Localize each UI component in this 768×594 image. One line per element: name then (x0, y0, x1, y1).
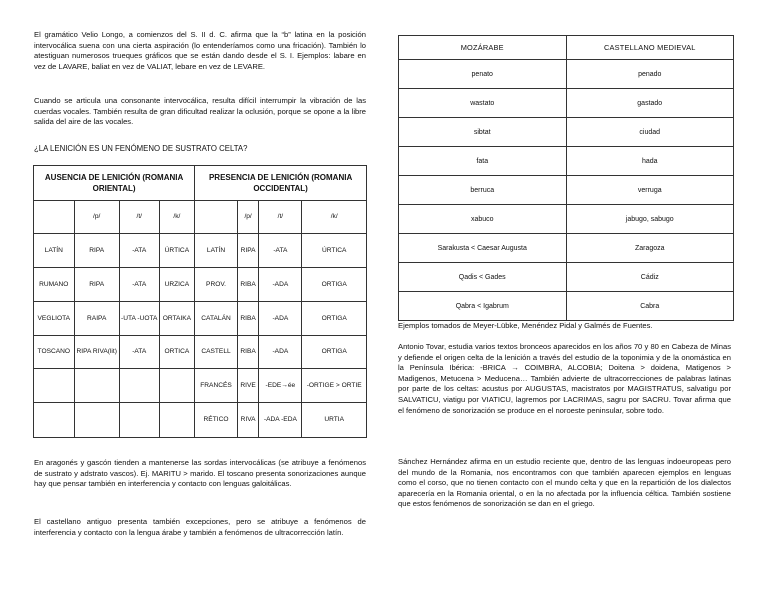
table-cell: ÚRTICA (159, 234, 195, 268)
subheader-p: /p/ (74, 201, 119, 234)
lenition-table (33, 165, 367, 438)
table-cell: RUMANO (34, 268, 75, 302)
table-cell: -ADA (259, 336, 302, 369)
table-cell: ORTAIKA (159, 302, 195, 336)
table-cell: FRANCÉS (195, 369, 238, 403)
table-cell: hada (566, 147, 734, 176)
table-cell: RIPA RIVA(lit) (74, 336, 119, 369)
table-cell (159, 403, 195, 438)
table-cell: RIPA (237, 234, 259, 268)
table-cell: Sarakusta < Caesar Augusta (399, 234, 567, 263)
table-cell (74, 403, 119, 438)
table-row (34, 369, 367, 403)
table-cell: -ATA (119, 336, 159, 369)
table-cell (34, 403, 75, 438)
table-row (399, 89, 734, 118)
table-row (34, 268, 367, 302)
subheader-empty (34, 201, 75, 234)
table-row (399, 60, 734, 89)
table-row (34, 302, 367, 336)
table-cell: penato (399, 60, 567, 89)
subheader-empty (195, 201, 238, 234)
table-cell (74, 369, 119, 403)
table-cell: RIBA (237, 302, 259, 336)
header-west: PRESENCIA DE LENICIÓN (ROMANIA OCCIDENTAL) (195, 166, 367, 201)
table-row (34, 403, 367, 438)
table-cell: CASTELL (195, 336, 238, 369)
paragraph-tovar: Antonio Tovar, estudia varios textos bronceos aparecidos en los años 70 y 80 en Cabeza de Minas y defiende el origen celta de la lenición a través del estudio de la toponimia y de la onomástica en la Península Ibérica: -BRICA → COIMBRA, ALCOBIA; Doitena > doidena, Matigenos > Madigenos, Metucena > Meducena… También advierte de ultracorrecciones de palabras latinas por parte de los celtas: acustus por AUGUSTAS, macistratos por MAGISTRATUS, salvatigu por SALVATICU, viatigu por VIATICU, lagremos por LACRIMAS, sagru por SACRU. Tovar afirma que el fenómeno de sonorización se produce en el noroeste peninsular, sobre todo. (398, 342, 731, 415)
table-row (399, 118, 734, 147)
table-cell: RIPA (74, 268, 119, 302)
table-cell: VEGLIOTA (34, 302, 75, 336)
table-cell: fata (399, 147, 567, 176)
table-cell: LATÍN (195, 234, 238, 268)
table-cell: -ORTIGE > ORTIE (302, 369, 367, 403)
table-cell: -ATA (259, 234, 302, 268)
subheader-t: /t/ (119, 201, 159, 234)
paragraph-castellano: El castellano antiguo presenta también excepciones, pero se atribuye a fenómenos de interferencia y contacto con la lengua árabe y también a fenómenos de ultracorrección latín. (34, 517, 366, 537)
table-cell: verruga (566, 176, 734, 205)
table-cell: -ADA -EDA (259, 403, 302, 438)
table-row (399, 205, 734, 234)
paragraph-velio-longo: El gramático Velio Longo, a comienzos del S. II d. C. afirma que la “b” latina en la posición intervocálica suena con una cierta aspiración (lo entenderíamos como una fricación). También lo atestiguan numerosos trueques gráficos que se están dando desde el S. I. Ejemplos: labare en vez de LAVARE, baliat en vez de VALIAT, lebare en vez de LEVARE. (34, 30, 366, 71)
table-row (399, 234, 734, 263)
table-cell (119, 403, 159, 438)
table-cell: RIVE (237, 369, 259, 403)
table-row (34, 336, 367, 369)
table-cell: ORTIGA (302, 302, 367, 336)
table-cell: ciudad (566, 118, 734, 147)
table-cell: ORTICA (159, 336, 195, 369)
header-mozarabe: MOZÁRABE (399, 36, 567, 60)
section-question: ¿LA LENICIÓN ES UN FENÓMENO DE SUSTRATO CELTA? (34, 144, 248, 153)
table-cell: -EDE→ée (259, 369, 302, 403)
table-cell: URZICA (159, 268, 195, 302)
table-cell: RIVA (237, 403, 259, 438)
table-cell: RIPA (74, 234, 119, 268)
table-cell: PROV. (195, 268, 238, 302)
table-row (34, 234, 367, 268)
table-cell: ORTIGA (302, 336, 367, 369)
table-cell: RIBA (237, 336, 259, 369)
subheader-p: /p/ (237, 201, 259, 234)
table-cell: Cabra (566, 292, 734, 321)
table-row (399, 263, 734, 292)
table-cell: Qadis < Gades (399, 263, 567, 292)
mozarabe-table (398, 35, 734, 321)
subheader-t: /t/ (259, 201, 302, 234)
table-row (399, 292, 734, 321)
table-cell: -ATA (119, 268, 159, 302)
table-cell: LATÍN (34, 234, 75, 268)
subheader-k: /k/ (302, 201, 367, 234)
subheader-k: /k/ (159, 201, 195, 234)
paragraph-sanchez: Sánchez Hernández afirma en un estudio reciente que, dentro de las lenguas indoeuropeas pero del mundo de la Romania, nos encontramos con que también aparecen ejemplos en lenguas como el corso, que no tienen contacto con el mundo celta y que en la repartición de los dialectos aparecería en la Romania oriental, o en la no afectada por la influencia céltica. También sostiene que estos fenómenos de sonorización se dan en el griego. (398, 457, 731, 509)
table-row (399, 147, 734, 176)
table-cell: Qabra < Igabrum (399, 292, 567, 321)
table-cell: wastato (399, 89, 567, 118)
table-cell: URTIA (302, 403, 367, 438)
table-cell: penado (566, 60, 734, 89)
table-cell: CATALÁN (195, 302, 238, 336)
table-cell: -ADA (259, 268, 302, 302)
table-cell: sibtat (399, 118, 567, 147)
table-cell (159, 369, 195, 403)
table-cell (34, 369, 75, 403)
table-cell: xabuco (399, 205, 567, 234)
header-east: AUSENCIA DE LENICIÓN (ROMANIA ORIENTAL) (34, 166, 195, 201)
table-cell: jabugo, sabugo (566, 205, 734, 234)
table-cell: berruca (399, 176, 567, 205)
header-castellano: CASTELLANO MEDIEVAL (566, 36, 734, 60)
table-cell: ÚRTICA (302, 234, 367, 268)
table-header-row (399, 36, 734, 60)
table-cell: TOSCANO (34, 336, 75, 369)
paragraph-articulation: Cuando se articula una consonante intervocálica, resulta difícil interrumpir la vibración de las cuerdas vocales. También resulta de gran dificultad realizar la oclusión, porque se opone a la libre salida del aire de las vocales. (34, 96, 366, 127)
table-row (399, 176, 734, 205)
table-cell: RAIPA (74, 302, 119, 336)
table-caption: Ejemplos tomados de Meyer-Lübke, Menéndez Pidal y Galmés de Fuentes. (398, 321, 653, 330)
table-cell: Cádiz (566, 263, 734, 292)
table-cell: gastado (566, 89, 734, 118)
table-cell: -UTA -UOTA (119, 302, 159, 336)
table-cell: ORTIGA (302, 268, 367, 302)
paragraph-aragones: En aragonés y gascón tienden a mantenerse las sordas intervocálicas (se atribuye a fenómenos de sustrato y adstrato vascos). Ej. MARITU > marido. El toscano presenta sonorizaciones aunque hay que pensar también en interferencia y contacto con lenguas galoitálicas. (34, 458, 366, 489)
table-cell: -ADA (259, 302, 302, 336)
table-cell: Zaragoza (566, 234, 734, 263)
table-cell: RIBA (237, 268, 259, 302)
table-cell (119, 369, 159, 403)
table-cell: RÉTICO (195, 403, 238, 438)
table-cell: -ATA (119, 234, 159, 268)
